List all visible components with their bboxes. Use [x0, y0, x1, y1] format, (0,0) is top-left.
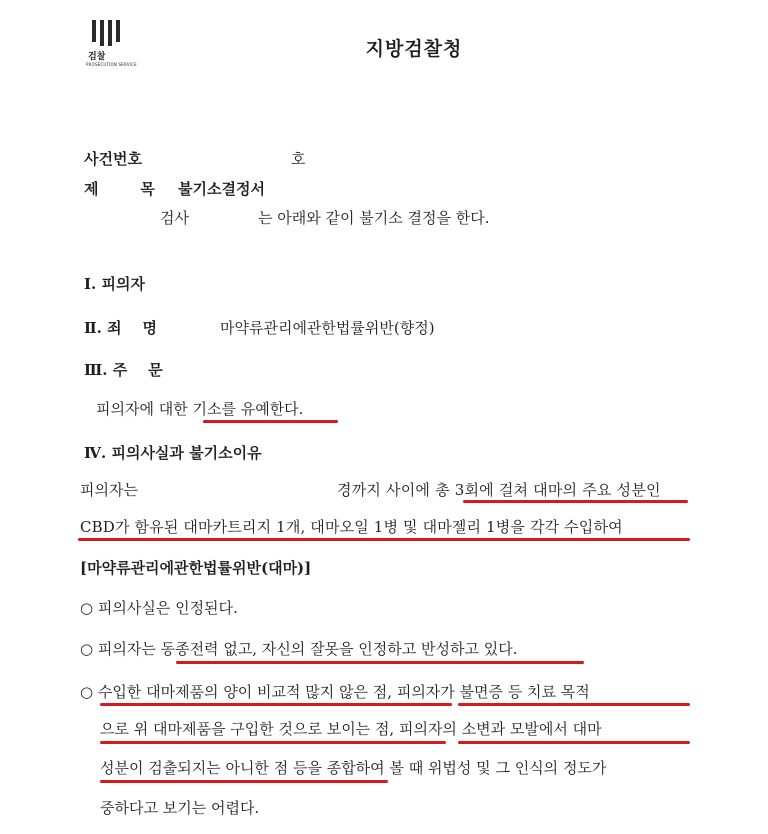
red-underline [458, 703, 690, 706]
charge-name: 마약류관리에관한법률위반(향정) [220, 319, 435, 337]
bullet-3-line-1: ○ 수입한 대마제품의 양이 비교적 많지 않은 점, 피의자가 불면증 등 치료 목적 [80, 683, 590, 701]
section-4-heading: Ⅳ. 피의사실과 불기소이유 [84, 444, 262, 462]
bullet-3-line-4: 중하다고 보기는 어렵다. [100, 799, 260, 817]
red-underline [100, 741, 446, 744]
red-underline [176, 661, 584, 664]
section-3-heading: Ⅲ. 주 문 [84, 361, 163, 379]
red-underline [458, 741, 690, 744]
section-1-heading: Ⅰ. 피의자 [84, 275, 145, 293]
disposition-text: 피의자에 대한 기소를 유예한다. [96, 400, 304, 418]
section-2-heading: Ⅱ. 죄 명 [84, 319, 157, 337]
office-title: 지방검찰청 [365, 38, 463, 60]
intro-text: 는 아래와 같이 불기소 결정을 한다. [258, 209, 490, 227]
intro-prefix: 검사 [160, 209, 189, 227]
logo-text: 검찰 [88, 52, 106, 62]
red-underline [100, 703, 452, 706]
case-number-suffix: 호 [291, 150, 306, 168]
bullet-3-line-2: 으로 위 대마제품을 구입한 것으로 보이는 점, 피의자의 소변과 모발에서 대마 [100, 720, 602, 738]
red-underline [463, 500, 688, 503]
charge-bracket: [마약류관리에관한법률위반(대마)] [80, 559, 312, 577]
facts-line-1: 경까지 사이에 총 3회에 걸쳐 대마의 주요 성분인 [337, 481, 661, 499]
logo-subtext: PROSECUTION SERVICE [86, 62, 137, 67]
bullet-1: ○ 피의사실은 인정된다. [80, 599, 238, 617]
bullet-3-line-3: 성분이 검출되지는 아니한 점 등을 종합하여 볼 때 위법성 및 그 인식의 정도가 [100, 759, 607, 777]
red-underline [203, 420, 338, 423]
case-number-label: 사건번호 [84, 150, 142, 168]
facts-prefix: 피의자는 [80, 481, 138, 499]
title-value: 불기소결정서 [178, 180, 265, 198]
red-underline [100, 780, 388, 783]
red-underline [78, 538, 690, 541]
bullet-2: ○ 피의자는 동종전력 없고, 자신의 잘못을 인정하고 반성하고 있다. [80, 640, 518, 658]
facts-line-2: CBD가 함유된 대마카트리지 1개, 대마오일 1병 및 대마젤리 1병을 각각 수입하여 [80, 518, 623, 536]
title-label: 제 목 [84, 180, 155, 198]
